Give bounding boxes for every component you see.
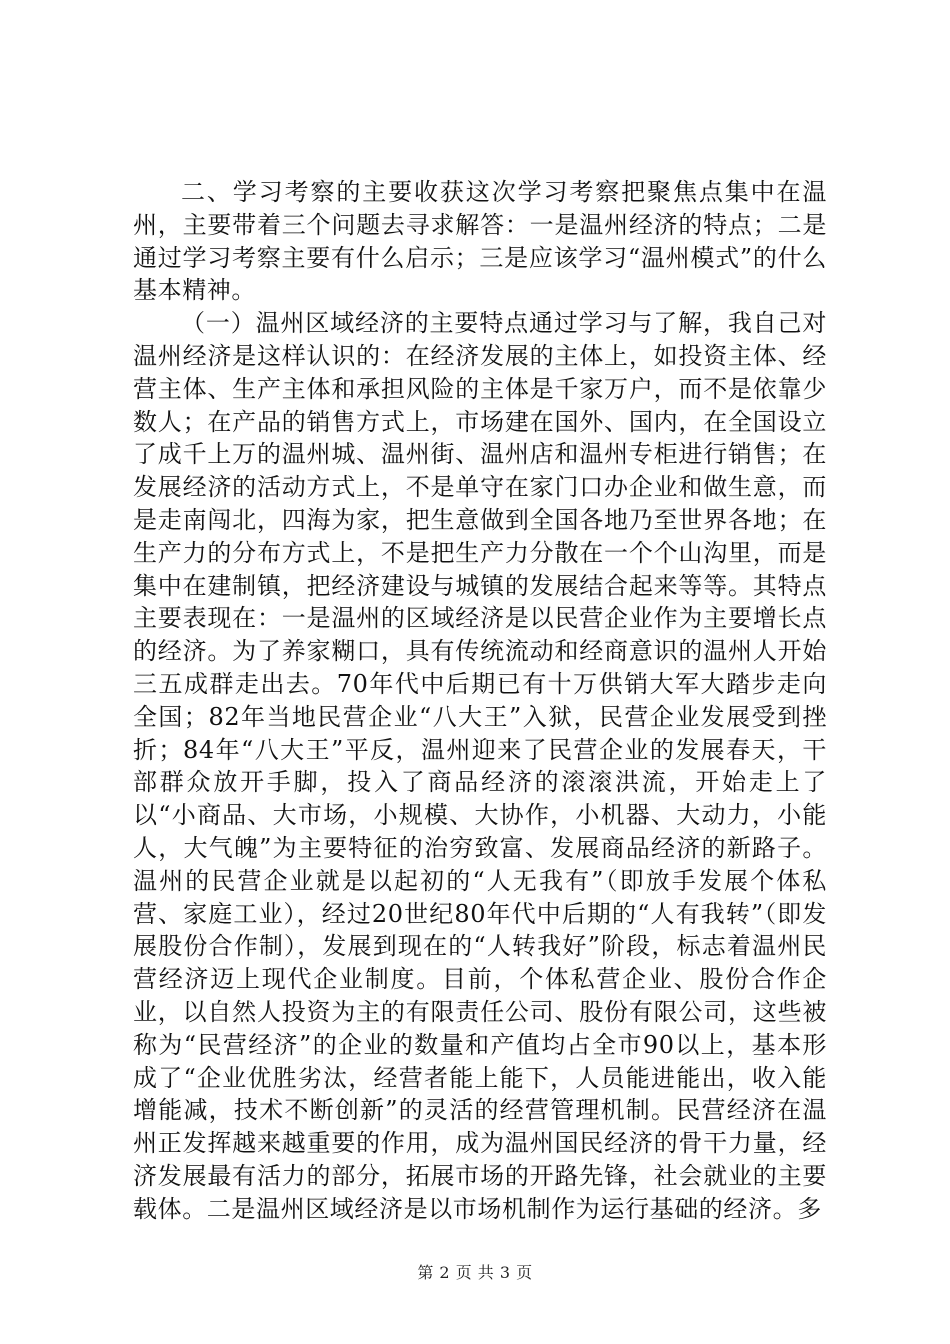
paragraph-regional-economy-features: （一）温州区域经济的主要特点通过学习与了解，我自己对温州经济是这样认识的：在经济发展的主体上，如投资主体、经营主体、生产主体和承担风险的主体是千家万户，而不是依靠少数人；在产品的销售方式上，市场建在国外、国内，在全国设立了成千上万的温州城、温州街、温州店和温州专柜进行销售；在发展经济的活动方式上，不是单守在家门口办企业和做生意，而是走南闯北，四海为家，把生意做到全国各地乃至世界各地；在生产力的分布方式上，不是把生产力分散在一个个山沟里，而是集中在建制镇，把经济建设与城镇的发展结合起来等等。其特点主要表现在：一是温州的区域经济是以民营企业作为主要增长点的经济。为了养家糊口，具有传统流动和经商意识的温州人开始三五成群走出去。70年代中后期已有十万供销大军大踏步走向全国；82年当地民营企业“八大王”入狱，民营企业发展受到挫折；84年“八大王”平反，温州迎来了民营企业的发展春天，干部群众放开手脚，投入了商品经济的滚滚洪流，开始走上了以“小商品、大市场，小规模、大协作，小机器、大动力，小能人，大气魄”为主要特征的治穷致富、发展商品经济的新路子。温州的民营企业就是以起初的“人无我有”（即放手发展个体私营、家庭工业），经过20世纪80年代中后期的“人有我转”（即发展股份合作制），发展到现在的“人转我好”阶段，标志着温州民营经济迈上现代企业制度。目前，个体私营企业、股份合作企业，以自然人投资为主的有限责任公司、股份有限公司，这些被称为“民营经济”的企业的数量和产值均占全市90以上，基本形成了“企业优胜劣汰，经营者能上能下，人员能进能出，收入能增能减，技术不断创新”的灵活的经营管理机制。民营经济在温州正发挥越来越重要的作用，成为温州国民经济的骨干力量，经济发展最有活力的部分，拓展市场的开路先锋，社会就业的主要载体。二是温州区域经济是以市场机制作为运行基础的经济。多 [133, 309, 827, 1223]
document-body [133, 176, 827, 1226]
page-footer [0, 1263, 950, 1283]
paragraph-main-gains: 二、学习考察的主要收获这次学习考察把聚焦点集中在温州，主要带着三个问题去寻求解答：一是温州经济的特点；二是通过学习考察主要有什么启示；三是应该学习“温州模式”的什么基本精神。 [133, 178, 827, 305]
page-number-label: 第 2 页 共 3 页 [417, 1263, 533, 1282]
